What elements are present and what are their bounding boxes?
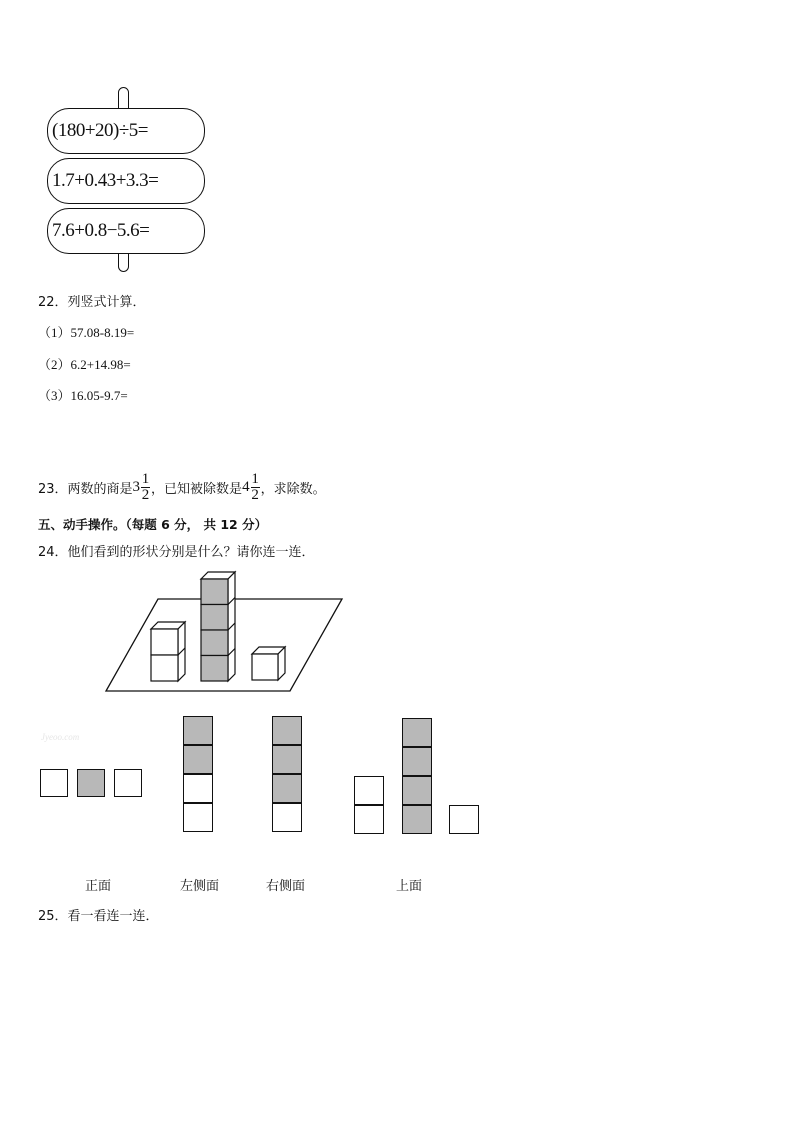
calc-pill-1 (47, 108, 205, 154)
q23-denominator-1: 2 (141, 487, 150, 503)
label-right-view: 右侧面 (266, 879, 306, 894)
watermark: Jyeoo.com (41, 732, 80, 742)
view-a-square-1 (40, 769, 68, 797)
q23-whole-2: 4 (242, 479, 250, 495)
view-d-square-5 (402, 776, 432, 805)
calc-expression-2: 1.7+0.43+3.3= (52, 170, 159, 191)
view-d-square-2 (354, 805, 384, 834)
q23-text (38, 472, 326, 503)
q23-numerator-2: 1 (251, 471, 259, 487)
q23-numerator-1: 1 (141, 471, 150, 487)
view-a-square-2 (77, 769, 105, 797)
label-front-view: 正面 (85, 879, 112, 894)
q25-title: 25．看一看连一连． (38, 909, 159, 924)
q24-title: 24．他们看到的形状分别是什么？请你连一连． (38, 545, 315, 560)
label-top-view: 上面 (396, 879, 423, 894)
view-c-square-4 (272, 803, 302, 832)
q23-whole-1: 3 (132, 479, 141, 495)
view-b-square-4 (183, 803, 213, 832)
view-b-square-3 (183, 774, 213, 803)
view-d-square-6 (402, 805, 432, 834)
q22-item-3: （3）16.05-9.7= (38, 388, 128, 403)
cube-arrangement-figure (100, 568, 350, 696)
view-d-square-1 (354, 776, 384, 805)
view-b-square-1 (183, 716, 213, 745)
q23-middle: ，已知被除数是 (151, 482, 243, 497)
view-b-square-2 (183, 745, 213, 774)
q23-prefix: 23．两数的商是 (38, 482, 133, 497)
view-a-square-3 (114, 769, 142, 797)
view-d-square-3 (402, 718, 432, 747)
calc-pill-2 (47, 158, 205, 204)
q23-fraction-1 (141, 472, 150, 503)
label-left-view: 左侧面 (180, 879, 220, 894)
q23-fraction-2 (251, 472, 260, 503)
q23-denominator-2: 2 (251, 487, 259, 503)
view-d-square-4 (402, 747, 432, 776)
q22-item-1: （1）57.08-8.19= (38, 325, 135, 340)
calc-pill-3 (47, 208, 205, 254)
view-c-square-2 (272, 745, 302, 774)
view-c-square-3 (272, 774, 302, 803)
calc-expression-1: (180+20)÷5= (52, 120, 149, 141)
view-c-square-1 (272, 716, 302, 745)
section-5-heading: 五、动手操作。（每题 6 分， 共 12 分） (38, 517, 268, 532)
q23-suffix: ，求除数。 (260, 482, 326, 497)
calc-expression-3: 7.6+0.8−5.6= (52, 220, 150, 241)
q22-item-2: （2）6.2+14.98= (38, 357, 131, 372)
view-d-square-7 (449, 805, 479, 834)
q22-title: 22．列竖式计算． (38, 295, 146, 310)
